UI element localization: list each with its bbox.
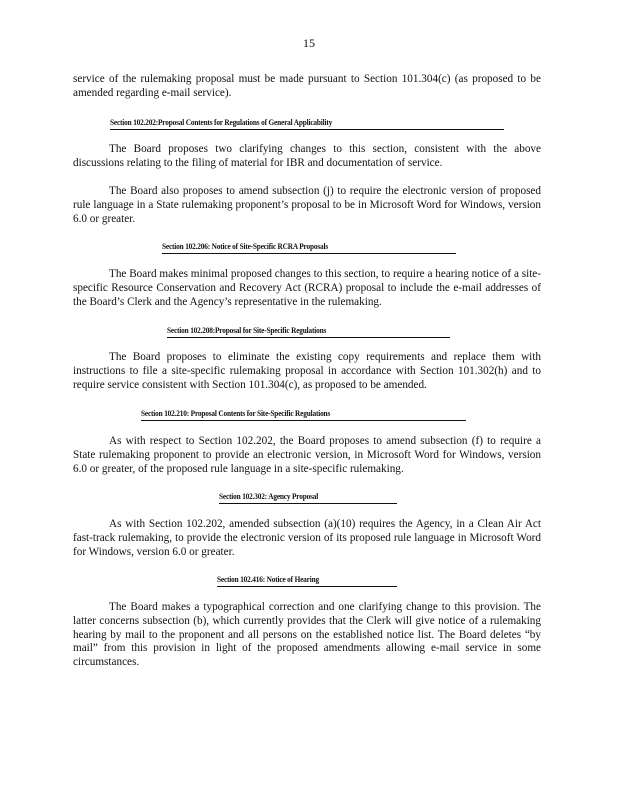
paragraph-102-206-rcra: The Board makes minimal proposed changes to this section, to require a hearing notice of a site-specific Resource Conservation and Recovery Act (RCRA) proposal to include the e-mail addresses of the Board’s Clerk and the Agency’s representative in the rulemaking. [73, 268, 541, 308]
section-heading-102-202-text: Section 102.202:Proposal Contents for Regulations of General Applicability [110, 117, 333, 127]
section-heading-102-206 [162, 241, 456, 254]
paragraph-102-210-subsection-f: As with respect to Section 102.202, the Board proposes to amend subsection (f) to require a State rulemaking proponent to provide an electronic version, in Microsoft Word for Windows, version 6.0 or greater, of the proposed rule language in a site-specific rulemaking. [73, 435, 541, 475]
section-heading-102-210 [141, 408, 466, 421]
section-heading-102-208 [167, 325, 450, 338]
paragraph-service-continuation: service of the rulemaking proposal must be made pursuant to Section 101.304(c) (as proposed to be amended regarding e-mail service). [73, 73, 541, 99]
section-heading-102-202 [110, 117, 504, 130]
section-heading-102-302-text: Section 102.302: Agency Proposal [219, 491, 319, 501]
section-heading-102-206-text: Section 102.206: Notice of Site-Specific RCRA Proposals [162, 241, 329, 251]
paragraph-102-416-notice: The Board makes a typographical correction and one clarifying change to this provision. The latter concerns subsection (b), which currently provides that the Clerk will give notice of a rulemaking hearing by mail to the proponent and all persons on the established notice list. The Board deletes “by mail” from this provision in light of the proposed amendments allowing e-mail service in some circumstances. [73, 601, 541, 669]
section-heading-102-302 [219, 491, 397, 504]
paragraph-102-202-clarifying: The Board proposes two clarifying changes to this section, consistent with the above discussions relating to the filing of material for IBR and documentation of service. [73, 143, 541, 169]
section-heading-102-416 [217, 574, 397, 587]
section-heading-102-210-text: Section 102.210: Proposal Contents for Site-Specific Regulations [141, 408, 331, 418]
paragraph-102-208-copy-requirements: The Board proposes to eliminate the existing copy requirements and replace them with instructions to file a site-specific rulemaking proposal in accordance with Section 101.302(h) and to require service consistent with Section 101.304(c), as proposed to be amended. [73, 351, 541, 391]
section-heading-102-416-text: Section 102.416: Notice of Hearing [217, 574, 319, 584]
page-number: 15 [303, 36, 315, 50]
paragraph-102-302-fast-track: As with Section 102.202, amended subsection (a)(10) requires the Agency, in a Clean Air Act fast-track rulemaking, to provide the electronic version of its proposed rule language in Microsoft Word for Windows, version 6.0 or greater. [73, 518, 541, 558]
paragraph-102-202-subsection-j: The Board also proposes to amend subsection (j) to require the electronic version of proposed rule language in a State rulemaking proponent’s proposal to be in Microsoft Word for Windows, version 6.0 or greater. [73, 185, 541, 225]
section-heading-102-208-text: Section 102.208:Proposal for Site-Specific Regulations [167, 325, 327, 335]
